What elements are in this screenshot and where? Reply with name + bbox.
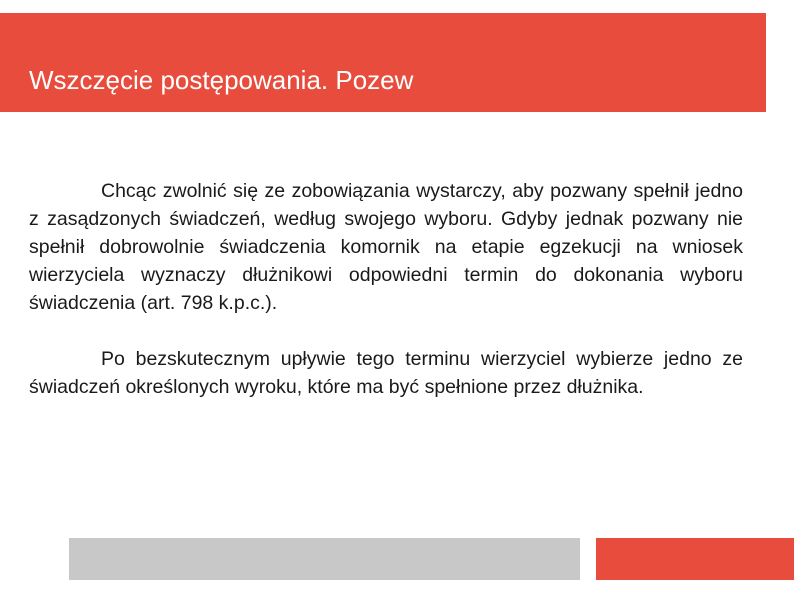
footer-accent-bar xyxy=(596,538,794,580)
slide-body xyxy=(29,177,743,401)
slide-title: Wszczęcie postępowania. Pozew xyxy=(29,65,414,95)
paragraph-1: Chcąc zwolnić się ze zobowiązania wystarczy, aby pozwany spełnił jedno z zasądzonych świadczeń, według swojego wyboru. Gdyby jednak pozwany nie spełnił dobrowolnie świadczenia komornik na etapie egzekucji na wniosek wierzyciela wyznaczy dłużnikowi odpowiedni termin do dokonania wyboru świadczenia (art. 798 k.p.c.). xyxy=(29,180,743,314)
paragraph-2: Po bezskutecznym upływie tego terminu wierzyciel wybierze jedno ze świadczeń określonych wyroku, które ma być spełnione przez dłużnika. xyxy=(29,348,743,398)
footer-gray-bar xyxy=(69,538,580,580)
title-banner xyxy=(0,13,766,112)
